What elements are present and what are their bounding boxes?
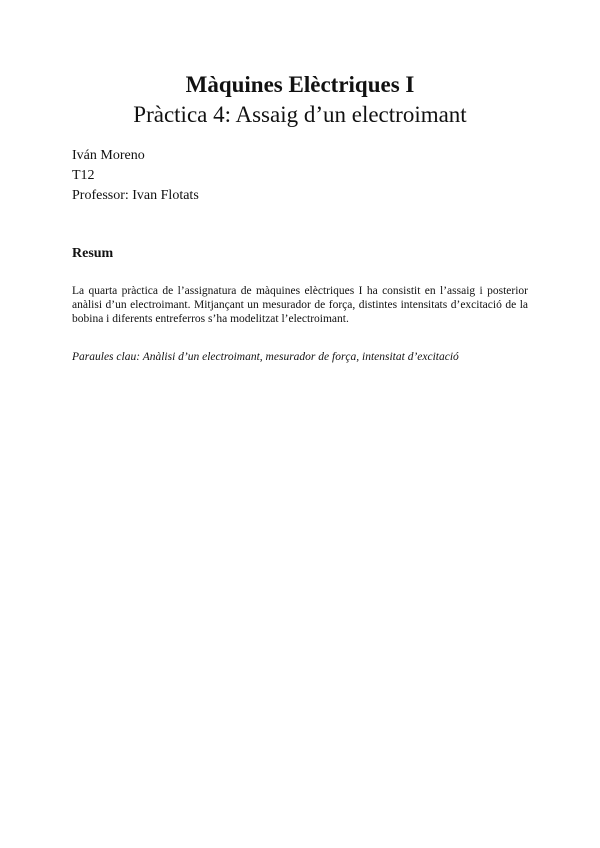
abstract-text: La quarta pràctica de l’assignatura de màquines elèctriques I ha consistit en l’assaig i posterior anàlisi d’un electroimant. Mitjançant un mesurador de força, distintes intensitats d’excitació de la bobina i diferents entreferros s’ha modelitzat l’electroimant. — [72, 285, 528, 325]
group-code: T12 — [72, 168, 95, 183]
author-name: Iván Moreno — [72, 148, 145, 163]
document-subtitle: Pràctica 4: Assaig d’un electroimant — [133, 102, 467, 127]
author-block — [72, 146, 199, 206]
keywords-text: Paraules clau: Anàlisi d’un electroimant, mesurador de força, intensitat d’excitació — [72, 351, 459, 363]
document-title: Màquines Elèctriques I — [185, 72, 415, 97]
title-block — [0, 70, 600, 130]
abstract-heading: Resum — [72, 246, 114, 261]
professor-line: Professor: Ivan Flotats — [72, 188, 199, 203]
